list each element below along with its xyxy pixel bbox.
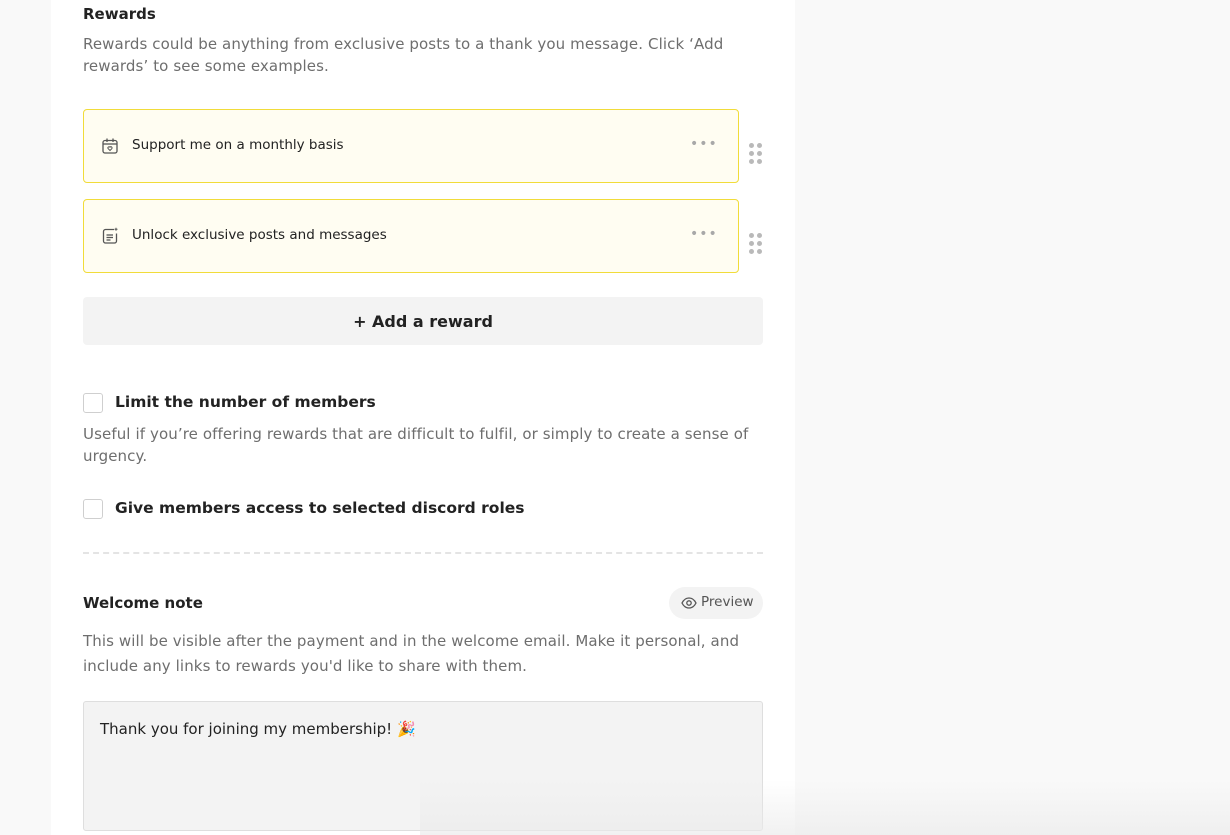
discord-roles-checkbox[interactable] <box>83 499 103 519</box>
limit-members-description: Useful if you’re offering rewards that are difficult to fulfil, or simply to create a sense of urgency. <box>83 425 749 465</box>
document-sparkle-icon <box>101 227 119 245</box>
more-options-icon[interactable]: ••• <box>690 226 718 242</box>
eye-icon <box>681 596 697 610</box>
calendar-heart-icon <box>101 137 119 155</box>
reward-item[interactable] <box>83 199 739 273</box>
section-divider <box>83 552 763 554</box>
welcome-message-input[interactable]: Thank you for joining my membership! 🎉 <box>83 701 763 831</box>
preview-label: Preview <box>701 594 754 610</box>
more-options-icon[interactable]: ••• <box>690 136 718 152</box>
welcome-note-title: Welcome note <box>83 594 203 612</box>
reward-label: Support me on a monthly basis <box>132 137 344 153</box>
settings-panel <box>51 0 795 835</box>
reward-item[interactable] <box>83 109 739 183</box>
discord-roles-label[interactable]: Give members access to selected discord roles <box>115 499 525 517</box>
reward-label: Unlock exclusive posts and messages <box>132 227 387 243</box>
rewards-title: Rewards <box>83 5 156 23</box>
add-reward-button[interactable]: + Add a reward <box>83 297 763 345</box>
drag-handle-icon[interactable] <box>749 143 763 165</box>
limit-members-label[interactable]: Limit the number of members <box>115 393 376 411</box>
welcome-note-description: This will be visible after the payment and in the welcome email. Make it personal, and include any links to rewards you'd like to share with them. <box>83 632 740 675</box>
limit-members-checkbox[interactable] <box>83 393 103 413</box>
rewards-description: Rewards could be anything from exclusive posts to a thank you message. Click ‘Add rewards’ to see some examples. <box>83 35 724 75</box>
preview-button[interactable] <box>669 587 763 619</box>
drag-handle-icon[interactable] <box>749 233 763 255</box>
